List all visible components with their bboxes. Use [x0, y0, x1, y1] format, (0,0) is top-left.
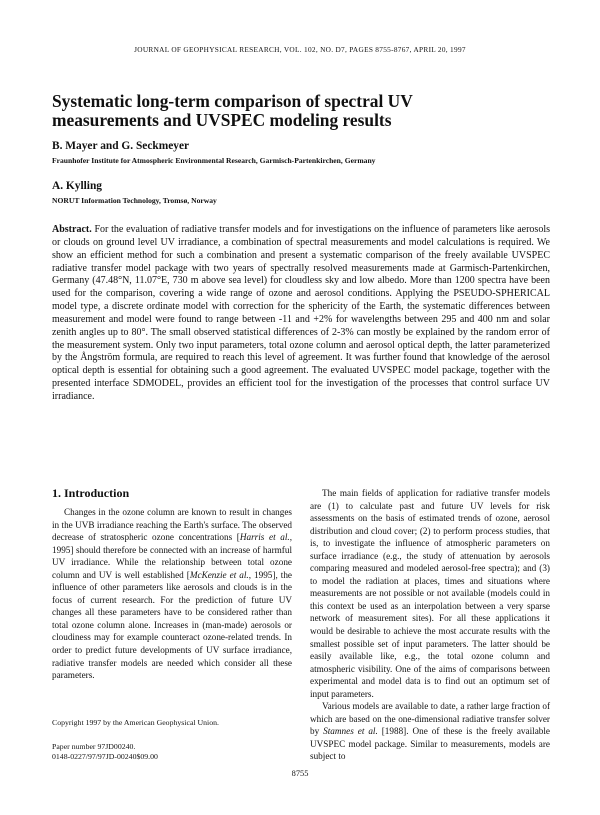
- intro-paragraph-2: The main fields of application for radiative transfer models are (1) to calculate past and future UV levels for risk assessments on the basis of estimated trends of ozone, aerosol distribution and cloud cover; (2) to perform process studies, that is, to investigate the influence of atmospheric parameters on surface irradiance (e.g., the study of attenuation by aerosols comparing measured and modeled aerosol-free spectra); and (3) to model the radiation at places, times and situations where measurements are not possible or not available (models could in this context be used as an interpolation between a very sparse network of measurement sites). For all these applications it would be desirable to achieve the most accurate results with the smallest possible set of input parameters. The latter should be easily available like, e.g., the total ozone column and atmospheric visibility. One of the aims of comparisons between experimental and model data is to find out an optimum set of input parameters.: [310, 488, 550, 699]
- page-number: 8755: [291, 769, 309, 778]
- citation-mckenzie: McKenzie et al.: [189, 569, 249, 580]
- intro-paragraph-3: Various models are available to date, a rather large fraction of which are based on the one-dimensional radiative transfer solver by Stamnes et al. [1988]. One of these is the freely available UVSPEC model package. Similar to measurements, models are subject to: [310, 701, 551, 762]
- author-affiliation-2: NORUT Information Technology, Tromsø, Norway: [52, 196, 217, 205]
- abstract-text: For the evaluation of radiative transfer models and for investigations on the influence of parameters like aerosols or clouds on ground level UV irradiance, a combination of spectral measurements and model calculations is required. We show an efficient method for such a combination and present a systematic comparison of the freely available UVSPEC radiative transfer model package with two years of spectrally resolved measurements made at Garmisch-Partenkirchen, Germany (47.48°N, 11.07°E, 730 m above sea level) for cloudless sky and low albedo. More than 1200 spectra have been used for the comparison, covering a wide range of ozone and aerosol conditions. Applying the PSEUDO-SPHERICAL model type, a discrete ordinate model with correction for the sphericity of the Earth, the systematic differences between measurement and model were found to range between -11 and +2% for wavelengths between 295 and 400 nm and solar zenith angles up to 80°. The small observed statistical differences of 2-3% can mostly be explained by the random error of the measurement system. Only two input parameters, total ozone column and aerosol optical depth, the latter parameterized by the Ångström formula, are required to reach this level of agreement. It was further found that knowledge of the aerosol optical depth is essential for obtaining such a good agreement. The evaluated UVSPEC model package, together with the presented interface SDMODEL, provides an efficient tool for the investigation of the processes that control surface UV irradiance.: [52, 224, 550, 402]
- author-names-2: A. Kylling: [52, 180, 103, 192]
- copyright-notice: Copyright 1997 by the American Geophysical Union.: [52, 718, 219, 727]
- intro-paragraph-1: Changes in the ozone column are known to result in changes in the UVB irradiance reaching the Earth's surface. The observed decrease of stratospheric ozone concentrations [Harris et al., 1995] should therefore be connected with an increase of harmful UV irradiance. While the relationship between total ozone column and UV is well established [McKenzie et al., 1995], the influence of other parameters like aerosols and clouds is in the focus of current research. For the prediction of future UV changes all these parameters have to be considered rather than total ozone column alone. Increases in (man-made) aerosols or cloudiness may for example counteract ozone-related trends. In order to predict future developments of UV surface irradiance, radiative transfer models are needed which consider all these parameters.: [52, 507, 292, 681]
- left-column: [52, 506, 292, 682]
- right-column: [310, 487, 550, 763]
- running-header: JOURNAL OF GEOPHYSICAL RESEARCH, VOL. 102, NO. D7, PAGES 8755-8767, APRIL 20, 1997: [134, 45, 466, 54]
- paper-title: Systematic long-term comparison of spectral UV measurements and UVSPEC modeling results: [52, 91, 413, 130]
- author-affiliation-1: Fraunhofer Institute for Atmospheric Environmental Research, Garmisch-Partenkirchen, Germany: [52, 156, 376, 165]
- citation-harris: Harris et al.: [239, 532, 290, 543]
- abstract-label: Abstract.: [52, 224, 92, 235]
- author-names-1: B. Mayer and G. Seckmeyer: [52, 140, 190, 152]
- issn-code: 0148-0227/97/97JD-00240$09.00: [52, 752, 158, 761]
- section-heading-introduction: 1. Introduction: [52, 486, 130, 500]
- paper-number: Paper number 97JD00240.: [52, 742, 136, 751]
- abstract: [52, 224, 550, 404]
- citation-stamnes: Stamnes et al.: [323, 726, 378, 737]
